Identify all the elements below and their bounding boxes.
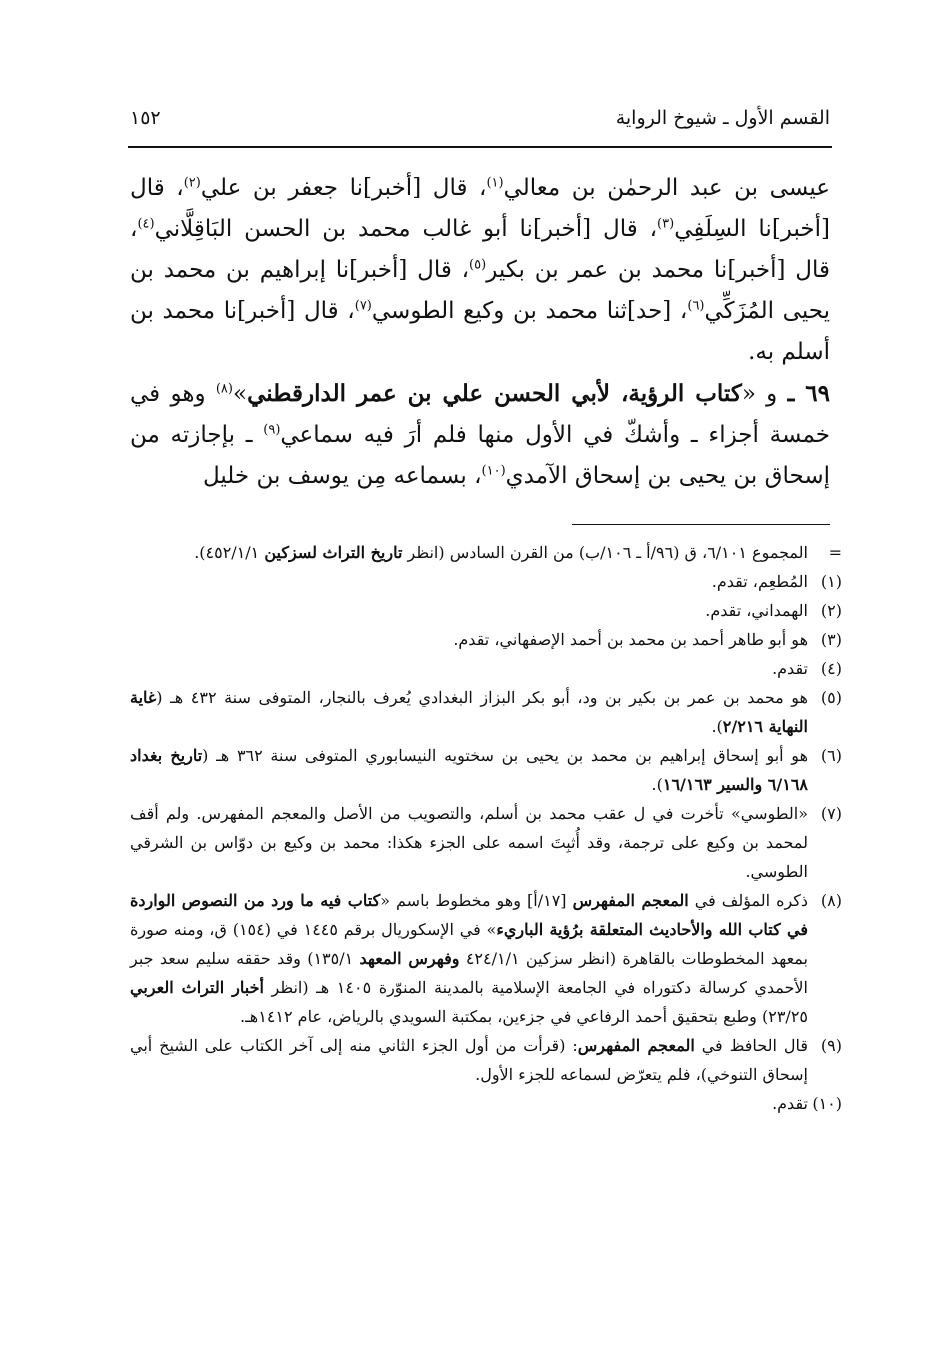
bold-reference: كتاب فيه ما ورد من النصوص الواردة في كتاب الله والأحاديث المتعلقة برُؤية الباريء [130,891,809,939]
footnote-ref[interactable]: (١) [486,175,504,191]
text-segment: » في الإسكوريال برقم ١٤٤٥ في (١٥٤) ق، ومنه صورة بمعهد المخطوطات بالقاهرة (انظر سزكين ٤٢٤/١/١ [130,920,809,968]
text-segment: ، قال [أخبر]نا أبو غالب محمد بن الحسن البَاقِلَّاني [154,216,658,242]
footnote-mark: (٣) [820,630,842,649]
footnote-ref[interactable]: (٩) [263,422,281,438]
footnote-9 [130,1031,842,1089]
text-segment: ٢٣/٢٥) وطبع بتحقيق أحمد الرفاعي في جزءين، بمكتبة السويدي بالرياض، عام ١٤١٢هـ. [240,1007,808,1026]
bold-reference: تاريخ بغداد ٦/١٦٨ والسير ١٦/١٦٣ [130,746,808,794]
footnote-text [130,741,808,799]
text-segment: ـ بإجازته من إسحاق بن يحيى بن إسحاق الآمدي [130,422,830,489]
text-segment: ، قال [أخبر]نا محمد بن أسلم به. [130,298,830,365]
text-segment: قال الحافظ في [694,1036,809,1055]
footnote-2 [130,596,842,625]
text-segment: ). [711,717,723,736]
footnotes-section [130,538,842,1118]
text-segment: » [232,381,248,407]
bold-reference: أخبار التراث العربي [130,978,264,997]
text-segment: هو محمد بن عمر بن بكير بن ود، أبو بكر البزاز البغدادي يُعرف بالنجار، المتوفى سنة ٤٣٢ هـ ( [156,688,808,707]
footnote-text [130,683,808,741]
footnote-text: الهمداني، تقدم. [705,601,808,620]
footnote-continued [130,538,842,567]
text-segment: ، بسماعه مِن يوسف بن خليل [202,463,482,489]
footnote-ref[interactable]: (٤) [137,216,155,232]
footnote-text [130,1031,808,1089]
text-segment: ، قال [أخبر]نا إبراهيم بن محمد بن يحيى المُزَكِّي [130,257,831,324]
page-number: ١٥٢ [130,107,161,129]
footnote-4 [130,654,842,683]
paragraph-entry-69 [130,373,830,497]
text-segment: عيسى بن عبد الرحمٰن بن معالي [503,175,830,201]
text-segment: و « [741,381,778,407]
footnote-text [130,886,808,1031]
paragraph-isnad [130,168,830,373]
footnote-mark: (٧) [820,804,842,823]
footnote-mark: (١) [820,572,842,591]
text-segment: ذكره المؤلف في [688,891,809,910]
header-rule [128,146,832,148]
footnote-ref[interactable]: (٨) [215,381,233,397]
footnote-mark: = [828,543,842,562]
bold-reference: تاريخ التراث لسزكين [264,543,403,562]
text-segment: : (قرأت من أول الجزء الثاني منه إلى آخر الكتاب على الشيخ أبي إسحاق التنوخي)، فلم يتعرّض لسماعه للجزء الأول. [130,1036,808,1084]
footnote-text: تقدم. [772,1094,808,1113]
footnote-mark: (٦) [820,746,842,765]
page-header [130,98,830,138]
footnote-ref[interactable]: (١٠) [481,463,506,479]
book-title: كتاب الرؤية، لأبي الحسن علي بن عمر الدارقطني [247,380,742,407]
bold-reference: وفهرس المعهد [359,949,460,968]
bold-reference: المعجم المفهرس [572,891,689,910]
footnote-separator [572,524,830,525]
footnote-8 [130,886,842,1031]
text-segment: ٤٥٢/١/١). [194,543,265,562]
footnote-5 [130,683,842,741]
footnote-mark: (٥) [820,688,842,707]
main-text [130,168,830,497]
footnote-ref[interactable]: (٦) [687,298,705,314]
bold-reference: المعجم المفهرس [577,1036,695,1055]
footnote-1 [130,567,842,596]
text-segment: وهو في خمسة أجزاء ـ وأشكّ في الأول منها فلم أرَ فيه سماعي [130,381,830,448]
entry-number: ٦٩ ـ [787,380,831,407]
footnote-7 [130,799,842,886]
footnote-text: المُطعِم، تقدم. [711,572,808,591]
footnote-3 [130,625,842,654]
bold-reference: غاية النهاية ٢/٢١٦ [130,688,808,736]
footnote-mark: (٢) [820,601,842,620]
footnote-ref[interactable]: (٧) [354,298,372,314]
text-segment: [١٧/أ] وهو مخطوط باسم « [380,891,573,910]
footnote-text: «الطوسي» تأخرت في ل عقب محمد بن أسلم، والتصويب من الأصل والمعجم المفهرس. ولم أقف لمحمد بن وكيع على ترجمة، وقد أُثبِتَ اسمه على الجزء هكذا: محمد بن وكيع بن دوّاس بن الشرقي الطوسي. [130,804,808,881]
footnote-ref[interactable]: (٢) [183,175,201,191]
footnote-text [130,538,808,567]
text-segment: هو أبو إسحاق إبراهيم بن محمد بن يحيى بن سختويه النيسابوري المتوفى سنة ٣٦٢ هـ ( [202,746,809,765]
footnote-ref[interactable]: (٣) [657,216,675,232]
footnote-text: هو أبو طاهر أحمد بن محمد بن أحمد الإصفهاني، تقدم. [453,630,808,649]
footnote-10 [130,1089,842,1118]
text-segment: المجموع ٦/١٠١، ق (٩٦/أ ـ ١٠٦/ب) من القرن السادس (انظر [402,543,808,562]
text-segment: ، قال [أخبر]نا جعفر بن علي [200,175,487,201]
text-segment: ١٣٥/١) وقد حققه سليم سعد جبر الأحمدي كرسالة دكتوراه في الجامعة الإسلامية بالمدينة المنوّرة ١٤٠٥ هـ (انظر [130,949,809,997]
footnote-mark: (١٠) [812,1094,842,1113]
text-segment: ، [حد]ثنا محمد بن وكيع الطوسي [371,298,688,324]
text-segment: ، قال [أخبر]نا السِلَفِي [130,175,831,242]
footnote-mark: (٨) [820,891,842,910]
footnote-text: تقدم. [772,659,808,678]
text-segment: ، قال [أخبر]نا محمد بن عمر بن بكير [130,216,830,283]
footnote-mark: (٤) [820,659,842,678]
footnote-mark: (٩) [820,1036,842,1055]
footnote-ref[interactable]: (٥) [469,257,487,273]
text-segment: ). [651,775,663,794]
running-title: القسم الأول ـ شيوخ الرواية [615,107,830,129]
footnote-6 [130,741,842,799]
